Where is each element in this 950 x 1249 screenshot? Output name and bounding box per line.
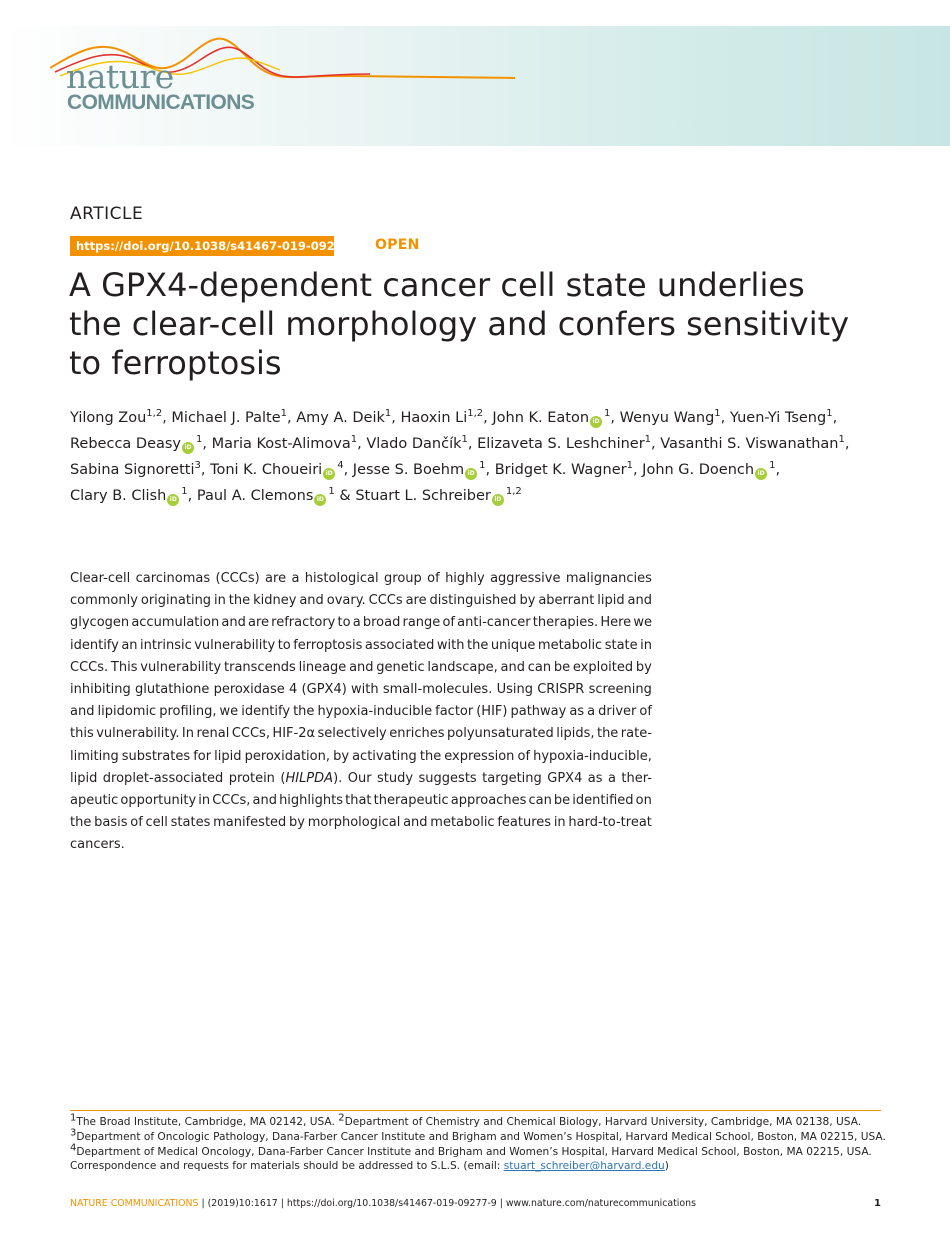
author-name[interactable]: Yuen-Yi Tseng$^1$	[729, 408, 833, 426]
correspondence-line: Correspondence and requests for materials should be addressed to S.L.S. (email: stuart_schreiber@harvard.edu)	[70, 1160, 669, 1173]
orcid-icon[interactable]: iD	[323, 468, 335, 480]
author-line: Rebecca Deasy $iD^1$, Maria Kost-Alimova$^1$, Vlado Dančík$^1$, Elizaveta S. Leshchiner$^1$, Vasanthi S. Viswanathan$^1$,	[70, 434, 850, 452]
doi-link[interactable]: https://doi.org/10.1038/s41467-019-09277-9	[70, 236, 334, 256]
article-type-label: ARTICLE	[70, 204, 144, 224]
orcid-icon[interactable]: iD	[167, 494, 179, 506]
author-name[interactable]: John K. Eaton $iD^1$	[492, 408, 611, 426]
abstract-line: lipid droplet-associated protein (HILPDA). Our study suggests targeting GPX4 as a ther-	[70, 770, 652, 786]
affiliation-line: $^4$Department of Medical Oncology, Dana-Farber Cancer Institute and Brigham and Women’s Hospital, Harvard Medical School, Boston, MA 02215, USA.	[70, 1142, 872, 1158]
logo-nature-text: nature	[66, 57, 174, 96]
abstract-line: CCCs. This vulnerability transcends lineage and genetic landscape, and can be exploited by	[70, 659, 652, 675]
author-name[interactable]: Maria Kost-Alimova$^1$	[211, 434, 358, 452]
abstract-line: cancers.	[70, 837, 125, 853]
orcid-icon[interactable]: iD	[590, 416, 602, 428]
author-name[interactable]: Bridget K. Wagner$^1$	[494, 460, 633, 478]
author-name[interactable]: Jesse S. Boehm $iD^1$	[352, 460, 486, 478]
footer-citation: | (2019)10:1617 | https://doi.org/10.1038/s41467-019-09277-9 | www.nature.com/naturecommunications	[201, 1198, 696, 1209]
affiliation-line: $^3$Department of Oncologic Pathology, Dana-Farber Cancer Institute and Brigham and Women’s Hospital, Harvard Medical School, Boston, MA 02215, USA.	[70, 1127, 886, 1143]
title-line: A GPX4-dependent cancer cell state underlies	[69, 266, 805, 304]
abstract-line: apeutic opportunity in CCCs, and highlights that therapeutic approaches can be identified on	[70, 793, 652, 809]
author-line: Yilong Zou$^{1,2}$, Michael J. Palte$^1$, Amy A. Deik$^1$, Haoxin Li$^{1,2}$, John K. Eaton $iD^1$, Wenyu Wang$^1$, Yuen-Yi Tseng$^1$,	[70, 408, 838, 426]
abstract	[70, 568, 652, 857]
title-line: the clear-cell morphology and confers sensitivity	[69, 305, 850, 343]
abstract-line: and lipidomic profiling, we identify the hypoxia-inducible factor (HIF) pathway as a driver of	[70, 704, 652, 720]
author-name[interactable]: John G. Doench $iD^1$	[642, 460, 776, 478]
author-name[interactable]: Amy A. Deik$^1$	[296, 408, 392, 426]
abstract-line: identify an intrinsic vulnerability to ferroptosis associated with the unique metabolic state in	[70, 637, 652, 653]
orcid-icon[interactable]: iD	[314, 494, 326, 506]
author-list	[70, 405, 900, 509]
affiliations	[70, 1112, 890, 1174]
author-name[interactable]: Toni K. Choueiri $iD^4$	[210, 460, 344, 478]
author-name[interactable]: Rebecca Deasy $iD^1$	[70, 434, 203, 452]
article-title	[69, 266, 889, 383]
orcid-icon[interactable]: iD	[182, 442, 194, 454]
affiliation-divider	[70, 1110, 881, 1111]
author-name[interactable]: Wenyu Wang$^1$	[619, 408, 721, 426]
affiliation-line: $^1$The Broad Institute, Cambridge, MA 02142, USA. $^2$Department of Chemistry and Chemical Biology, Harvard University, Cambridge, MA 02138, USA.	[70, 1112, 862, 1128]
page-footer	[70, 1198, 881, 1214]
page-number: 1	[874, 1198, 881, 1209]
abstract-line: inhibiting glutathione peroxidase 4 (GPX4) with small-molecules. Using CRISPR screening	[70, 682, 652, 698]
author-name[interactable]: Vlado Dančík$^1$	[366, 434, 468, 452]
abstract-line: commonly originating in the kidney and ovary. CCCs are distinguished by aberrant lipid and	[70, 593, 652, 609]
abstract-line: Clear-cell carcinomas (CCCs) are a histological group of highly aggressive malignancies	[70, 571, 652, 586]
title-line: to ferroptosis	[69, 344, 282, 382]
abstract-line: limiting substrates for lipid peroxidation, by activating the expression of hypoxia-inducible,	[70, 748, 652, 764]
author-name[interactable]: Paul A. Clemons $iD^1$	[196, 486, 335, 504]
logo-communications-text: COMMUNICATIONS	[67, 91, 255, 114]
author-name[interactable]: Sabina Signoretti$^3$	[70, 460, 201, 478]
author-name[interactable]: Clary B. Clish $iD^1$	[70, 486, 188, 504]
orcid-icon[interactable]: iD	[492, 494, 504, 506]
author-line: Clary B. Clish $iD^1$, Paul A. Clemons $iD^1$ & Stuart L. Schreiber iD$^{1,2}$	[70, 486, 522, 504]
footer-journal-name: NATURE COMMUNICATIONS	[70, 1198, 199, 1209]
author-name[interactable]: Yilong Zou$^{1,2}$	[70, 408, 163, 426]
abstract-line: this vulnerability. In renal CCCs, HIF-2α selectively enriches polyunsaturated lipids, the rate-	[70, 726, 652, 742]
correspondence-email-link[interactable]: stuart_schreiber@harvard.edu	[503, 1160, 665, 1173]
orcid-icon[interactable]: iD	[465, 468, 477, 480]
author-name[interactable]: Elizaveta S. Leshchiner$^1$	[477, 434, 652, 452]
abstract-line: glycogen accumulation and are refractory to a broad range of anti-cancer therapies. Here we	[70, 615, 652, 631]
author-name[interactable]: Vasanthi S. Viswanathan$^1$	[660, 434, 845, 452]
orcid-icon[interactable]: iD	[755, 468, 767, 480]
author-name[interactable]: Haoxin Li$^{1,2}$	[400, 408, 484, 426]
author-line: Sabina Signoretti$^3$, Toni K. Choueiri $iD^4$, Jesse S. Boehm $iD^1$, Bridget K. Wagner$^1$, John G. Doench $iD^1$,	[70, 460, 781, 478]
abstract-line: the basis of cell states manifested by morphological and metabolic features in hard-to-treat	[70, 815, 652, 831]
author-name[interactable]: Stuart L. Schreiber iD$^{1,2}$	[355, 486, 522, 504]
open-access-label: OPEN	[375, 237, 420, 253]
author-name[interactable]: Michael J. Palte$^1$	[171, 408, 288, 426]
